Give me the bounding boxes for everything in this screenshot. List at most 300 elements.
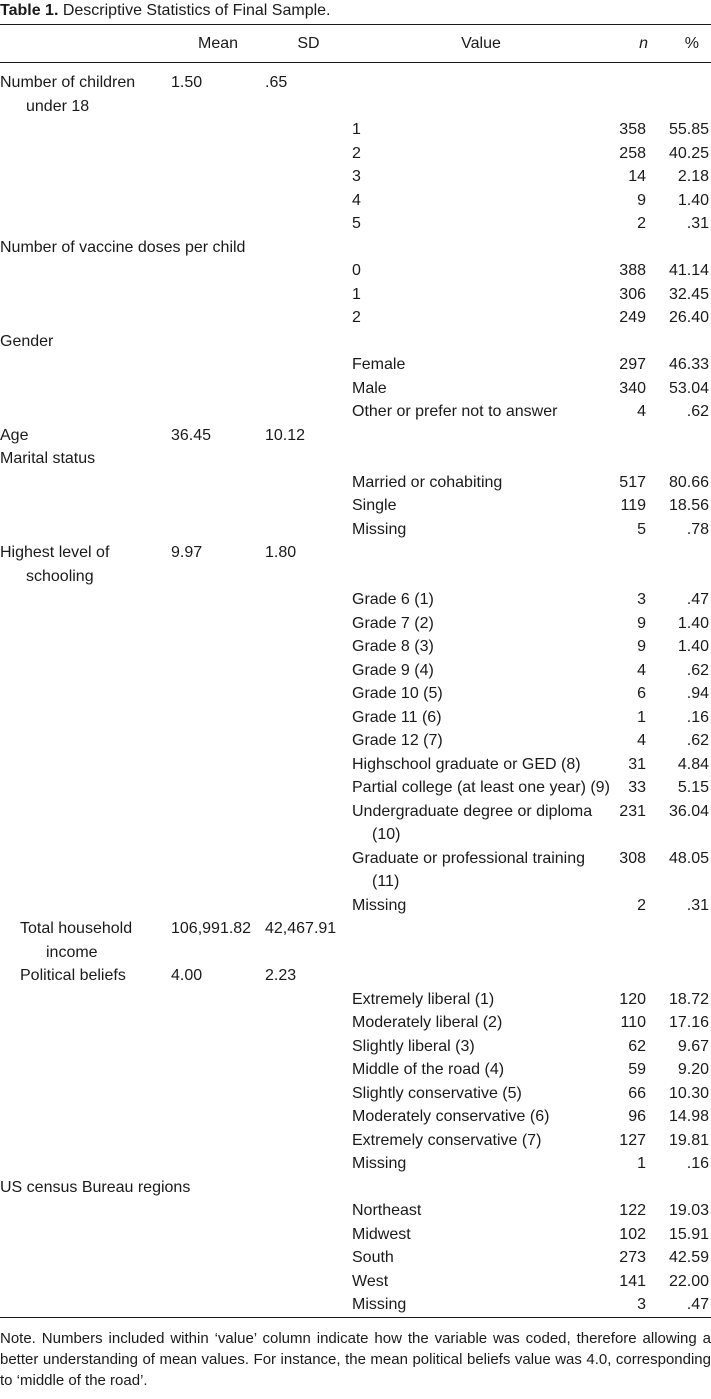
table-row — [0, 212, 711, 236]
value-label: Missing — [352, 1155, 407, 1172]
table-row — [0, 776, 711, 800]
cell-variable — [0, 612, 171, 636]
table-row — [0, 1152, 711, 1176]
cell-variable — [0, 1293, 171, 1317]
cell-value — [352, 1246, 610, 1270]
table-row — [0, 118, 711, 142]
cell-value — [352, 330, 610, 354]
value-label: 1 — [352, 285, 361, 303]
table-body — [0, 63, 711, 1318]
cell-percent — [654, 541, 711, 588]
cell-variable — [0, 471, 171, 495]
cell-sd — [265, 259, 352, 283]
cell-variable — [0, 1011, 171, 1035]
cell-percent: .62 — [686, 732, 709, 749]
cell-percent: .31 — [686, 896, 709, 914]
table-row — [0, 471, 711, 495]
cell-value — [352, 447, 610, 471]
cell-variable — [0, 165, 171, 189]
cell-sd — [265, 682, 352, 706]
cell-percent — [654, 424, 711, 448]
cell-percent: .16 — [686, 708, 709, 726]
table-row — [0, 1223, 711, 1247]
table-row — [0, 1129, 711, 1153]
cell-n: 62 — [628, 1037, 646, 1055]
value-label: Missing — [352, 520, 407, 538]
variable-label: Total household income — [20, 920, 133, 961]
cell-variable — [0, 1199, 171, 1223]
cell-n — [610, 424, 654, 448]
table-row — [0, 447, 711, 471]
cell-sd — [265, 447, 352, 471]
cell-n — [610, 964, 654, 988]
cell-value — [352, 894, 610, 918]
cell-n: 102 — [619, 1225, 646, 1243]
cell-value — [352, 353, 610, 377]
cell-n: 110 — [620, 1014, 646, 1031]
cell-n: 1 — [637, 1155, 646, 1172]
header-n: n — [610, 25, 654, 63]
value-label: 1 — [352, 121, 361, 138]
cell-mean — [171, 1058, 265, 1082]
cell-value — [352, 1270, 610, 1294]
header-variable — [0, 25, 171, 63]
cell-variable — [0, 330, 171, 354]
variable-label: Number of children under 18 — [0, 74, 136, 115]
table-row — [0, 847, 711, 894]
cell-percent: 9.67 — [677, 1037, 709, 1055]
value-label: West — [352, 1272, 389, 1290]
table-row — [0, 377, 711, 401]
cell-percent: 80.66 — [668, 473, 709, 491]
cell-sd — [265, 706, 352, 730]
cell-percent: 46.33 — [668, 356, 709, 373]
cell-sd — [265, 847, 352, 894]
cell-n: 3 — [637, 591, 646, 608]
cell-n — [610, 63, 654, 119]
cell-value — [352, 471, 610, 495]
cell-mean: 9.97 — [171, 544, 203, 561]
cell-sd — [265, 306, 352, 330]
cell-sd: 42,467.91 — [265, 920, 337, 937]
cell-sd — [265, 988, 352, 1012]
cell-sd — [265, 189, 352, 213]
header-value: Value — [352, 25, 610, 63]
cell-value — [352, 142, 610, 166]
table-row — [0, 283, 711, 307]
cell-value — [352, 1293, 610, 1317]
cell-mean — [171, 1105, 265, 1129]
table-row — [0, 1011, 711, 1035]
cell-mean — [171, 494, 265, 518]
cell-mean — [171, 212, 265, 236]
table-row — [0, 1293, 711, 1317]
cell-mean: 106,991.82 — [171, 920, 252, 937]
value-label: Missing — [352, 896, 407, 914]
cell-value — [352, 729, 610, 753]
table-row — [0, 1246, 711, 1270]
table-row — [0, 917, 711, 964]
cell-n — [610, 447, 654, 471]
cell-mean — [171, 1199, 265, 1223]
header-sd: SD — [265, 25, 352, 63]
cell-n: 9 — [637, 191, 646, 209]
cell-percent: .78 — [686, 520, 709, 538]
cell-sd — [265, 635, 352, 659]
cell-sd — [265, 471, 352, 495]
cell-value — [352, 541, 610, 588]
cell-variable — [0, 118, 171, 142]
cell-variable — [0, 259, 171, 283]
cell-value — [352, 847, 610, 894]
cell-sd — [265, 776, 352, 800]
cell-variable — [0, 283, 171, 307]
cell-value — [352, 189, 610, 213]
cell-sd — [265, 212, 352, 236]
cell-mean — [171, 1246, 265, 1270]
cell-n: 297 — [619, 356, 646, 373]
cell-sd — [265, 1129, 352, 1153]
cell-n: 6 — [637, 685, 646, 702]
cell-sd — [265, 400, 352, 424]
cell-value — [352, 1129, 610, 1153]
cell-percent: 55.85 — [668, 121, 709, 138]
cell-n — [610, 330, 654, 354]
cell-mean — [171, 330, 265, 354]
cell-variable — [0, 377, 171, 401]
cell-n: 2 — [637, 215, 646, 232]
cell-variable — [0, 1223, 171, 1247]
cell-percent: 4.84 — [677, 755, 709, 773]
value-label: Slightly liberal (3) — [352, 1037, 475, 1055]
cell-mean — [171, 1011, 265, 1035]
value-label: Midwest — [352, 1225, 411, 1243]
cell-mean — [171, 400, 265, 424]
value-label: 3 — [352, 168, 361, 185]
table-row — [0, 1270, 711, 1294]
table-row — [0, 1058, 711, 1082]
cell-sd — [265, 1011, 352, 1035]
cell-variable — [0, 63, 171, 119]
cell-n: 4 — [637, 732, 646, 749]
cell-sd — [265, 753, 352, 777]
cell-mean — [171, 447, 265, 471]
cell-n: 119 — [620, 497, 646, 514]
cell-variable — [0, 541, 171, 588]
cell-percent: 41.14 — [668, 262, 709, 279]
table-header — [0, 25, 711, 63]
cell-mean — [171, 847, 265, 894]
cell-n: 31 — [628, 755, 646, 773]
cell-value — [352, 1058, 610, 1082]
cell-variable — [0, 1082, 171, 1106]
cell-value — [352, 706, 610, 730]
cell-n: 308 — [619, 849, 646, 867]
cell-value — [352, 494, 610, 518]
cell-sd — [265, 142, 352, 166]
table-row — [0, 541, 711, 588]
table-row — [0, 800, 711, 847]
cell-sd — [265, 1152, 352, 1176]
cell-mean — [171, 1035, 265, 1059]
cell-value — [352, 1152, 610, 1176]
cell-variable — [0, 400, 171, 424]
cell-percent: 2.18 — [677, 168, 709, 185]
table-row — [0, 189, 711, 213]
cell-percent: .47 — [686, 591, 709, 608]
cell-variable — [0, 494, 171, 518]
cell-sd — [265, 1082, 352, 1106]
cell-n: 517 — [619, 473, 646, 491]
cell-n: 258 — [619, 144, 646, 162]
value-label: Married or cohabiting — [352, 473, 503, 491]
cell-percent: .16 — [686, 1155, 709, 1172]
cell-value — [352, 400, 610, 424]
descriptive-statistics-table — [0, 25, 711, 1318]
cell-percent: 22.00 — [668, 1272, 709, 1290]
value-label: Graduate or professional training (11) — [352, 849, 586, 890]
value-label: Partial college (at least one year) (9) — [352, 779, 610, 796]
cell-n: 141 — [619, 1272, 646, 1290]
table-row — [0, 63, 711, 119]
value-label: 5 — [352, 215, 361, 232]
cell-sd — [265, 800, 352, 847]
value-label: Undergraduate degree or diploma (10) — [352, 802, 593, 843]
table-row — [0, 1105, 711, 1129]
cell-mean — [171, 1293, 265, 1317]
cell-percent: .62 — [686, 661, 709, 679]
cell-percent — [654, 447, 711, 471]
cell-sd — [265, 1105, 352, 1129]
header-mean: Mean — [171, 25, 265, 63]
cell-sd — [265, 1293, 352, 1317]
cell-value — [352, 236, 610, 260]
table-row — [0, 635, 711, 659]
cell-sd: 10.12 — [265, 426, 306, 444]
cell-mean: 36.45 — [171, 426, 212, 444]
table-row — [0, 706, 711, 730]
table-row — [0, 330, 711, 354]
cell-sd — [265, 659, 352, 683]
cell-value — [352, 635, 610, 659]
table-row — [0, 753, 711, 777]
cell-percent: 32.45 — [668, 285, 709, 303]
cell-sd — [265, 165, 352, 189]
table-row — [0, 518, 711, 542]
cell-n: 122 — [619, 1202, 646, 1219]
table-row — [0, 729, 711, 753]
cell-variable — [0, 964, 171, 988]
cell-variable — [0, 1058, 171, 1082]
cell-sd: .65 — [265, 74, 288, 91]
value-label: Grade 9 (4) — [352, 661, 434, 679]
variable-label: Gender — [0, 332, 54, 350]
cell-mean — [171, 1270, 265, 1294]
table-row — [0, 353, 711, 377]
value-label: Male — [352, 379, 387, 397]
value-label: 2 — [352, 309, 361, 326]
table-row — [0, 682, 711, 706]
cell-variable — [0, 1152, 171, 1176]
cell-mean — [171, 377, 265, 401]
cell-percent: 18.56 — [668, 497, 709, 514]
value-label: Grade 11 (6) — [352, 708, 442, 726]
cell-variable — [0, 800, 171, 847]
cell-n: 96 — [628, 1108, 646, 1125]
value-label: Grade 10 (5) — [352, 685, 443, 702]
cell-percent: 53.04 — [668, 379, 709, 397]
value-label: Female — [352, 356, 406, 373]
cell-value — [352, 212, 610, 236]
cell-n — [610, 1176, 654, 1200]
cell-n — [610, 917, 654, 964]
table-row — [0, 259, 711, 283]
cell-n: 4 — [637, 403, 646, 420]
cell-mean — [171, 988, 265, 1012]
cell-value — [352, 682, 610, 706]
value-label: Grade 8 (3) — [352, 638, 434, 655]
cell-variable — [0, 1105, 171, 1129]
cell-value — [352, 1035, 610, 1059]
cell-mean — [171, 259, 265, 283]
cell-percent — [654, 964, 711, 988]
cell-sd — [265, 894, 352, 918]
value-label: Moderately conservative (6) — [352, 1108, 550, 1125]
cell-n: 1 — [637, 708, 646, 726]
cell-percent: 19.81 — [668, 1131, 709, 1149]
cell-mean — [171, 635, 265, 659]
cell-percent: 1.40 — [677, 638, 709, 655]
cell-n: 340 — [619, 379, 646, 397]
cell-percent — [654, 330, 711, 354]
cell-variable — [0, 588, 171, 612]
cell-variable — [0, 1246, 171, 1270]
cell-mean: 4.00 — [171, 967, 203, 984]
cell-sd — [265, 1199, 352, 1223]
table-row — [0, 400, 711, 424]
value-label: Moderately liberal (2) — [352, 1014, 503, 1031]
cell-sd — [265, 729, 352, 753]
cell-mean — [171, 165, 265, 189]
table-row — [0, 588, 711, 612]
cell-value — [352, 118, 610, 142]
cell-variable — [0, 729, 171, 753]
cell-percent: 9.20 — [677, 1061, 709, 1078]
cell-percent: 48.05 — [668, 849, 709, 867]
cell-value — [352, 306, 610, 330]
cell-value — [352, 165, 610, 189]
cell-variable — [0, 1270, 171, 1294]
cell-percent: .62 — [686, 403, 709, 420]
value-label: Slightly conservative (5) — [352, 1084, 522, 1102]
table-row — [0, 1199, 711, 1223]
cell-n: 33 — [628, 779, 646, 796]
cell-mean — [171, 118, 265, 142]
cell-variable — [0, 212, 171, 236]
cell-mean — [171, 1129, 265, 1153]
cell-sd — [265, 1223, 352, 1247]
cell-mean — [171, 729, 265, 753]
cell-variable — [0, 776, 171, 800]
cell-sd — [265, 330, 352, 354]
cell-variable — [0, 988, 171, 1012]
table-row — [0, 988, 711, 1012]
cell-mean — [171, 776, 265, 800]
value-label: Highschool graduate or GED (8) — [352, 755, 581, 773]
table-note: Note. Numbers included within ‘value’ column indicate how the variable was coded, therefore allowing a better understanding of mean values. For instance, the mean political beliefs value was 4.0, corresponding to ‘middle of the road’. — [0, 1329, 711, 1389]
cell-n: 9 — [637, 614, 646, 632]
table-caption — [0, 0, 711, 24]
cell-percent: .31 — [686, 215, 709, 232]
cell-mean — [171, 1082, 265, 1106]
table-row — [0, 612, 711, 636]
cell-mean — [171, 612, 265, 636]
cell-n: 273 — [619, 1249, 646, 1266]
cell-sd — [265, 518, 352, 542]
cell-value — [352, 259, 610, 283]
value-label: Northeast — [352, 1202, 422, 1219]
cell-n: 5 — [637, 520, 646, 538]
cell-percent: 42.59 — [668, 1249, 709, 1266]
cell-variable — [0, 1035, 171, 1059]
variable-label: US census Bureau regions — [0, 1178, 191, 1196]
header-row — [0, 25, 711, 63]
table-row — [0, 424, 711, 448]
cell-mean — [171, 189, 265, 213]
cell-mean: 1.50 — [171, 74, 203, 91]
cell-value — [352, 377, 610, 401]
cell-n: 2 — [637, 896, 646, 914]
cell-value — [352, 1223, 610, 1247]
cell-percent: 17.16 — [668, 1014, 709, 1031]
cell-n: 388 — [619, 262, 646, 279]
cell-variable — [0, 894, 171, 918]
header-percent: % — [654, 25, 711, 63]
cell-mean — [171, 706, 265, 730]
value-label: Extremely conservative (7) — [352, 1131, 542, 1149]
cell-variable — [0, 306, 171, 330]
table-row — [0, 894, 711, 918]
value-label: Middle of the road (4) — [352, 1061, 505, 1078]
cell-percent — [654, 917, 711, 964]
variable-label: Age — [0, 426, 29, 444]
cell-variable — [0, 447, 171, 471]
cell-value — [352, 518, 610, 542]
cell-sd: 1.80 — [265, 544, 297, 561]
cell-value — [352, 917, 610, 964]
cell-mean — [171, 659, 265, 683]
cell-n: 66 — [628, 1084, 646, 1102]
table-row — [0, 659, 711, 683]
cell-n: 358 — [619, 121, 646, 138]
cell-value — [352, 1176, 610, 1200]
value-label: Single — [352, 497, 397, 514]
cell-sd — [265, 283, 352, 307]
cell-mean — [171, 353, 265, 377]
cell-n: 231 — [619, 802, 646, 820]
cell-mean — [171, 800, 265, 847]
value-label: 2 — [352, 144, 361, 162]
cell-mean — [171, 894, 265, 918]
value-label: Grade 7 (2) — [352, 614, 434, 632]
cell-n: 3 — [637, 1296, 646, 1313]
table-row — [0, 964, 711, 988]
cell-variable — [0, 518, 171, 542]
variable-label: Highest level of schooling — [0, 544, 110, 585]
cell-value — [352, 1199, 610, 1223]
cell-value — [352, 800, 610, 847]
cell-n — [610, 236, 654, 260]
